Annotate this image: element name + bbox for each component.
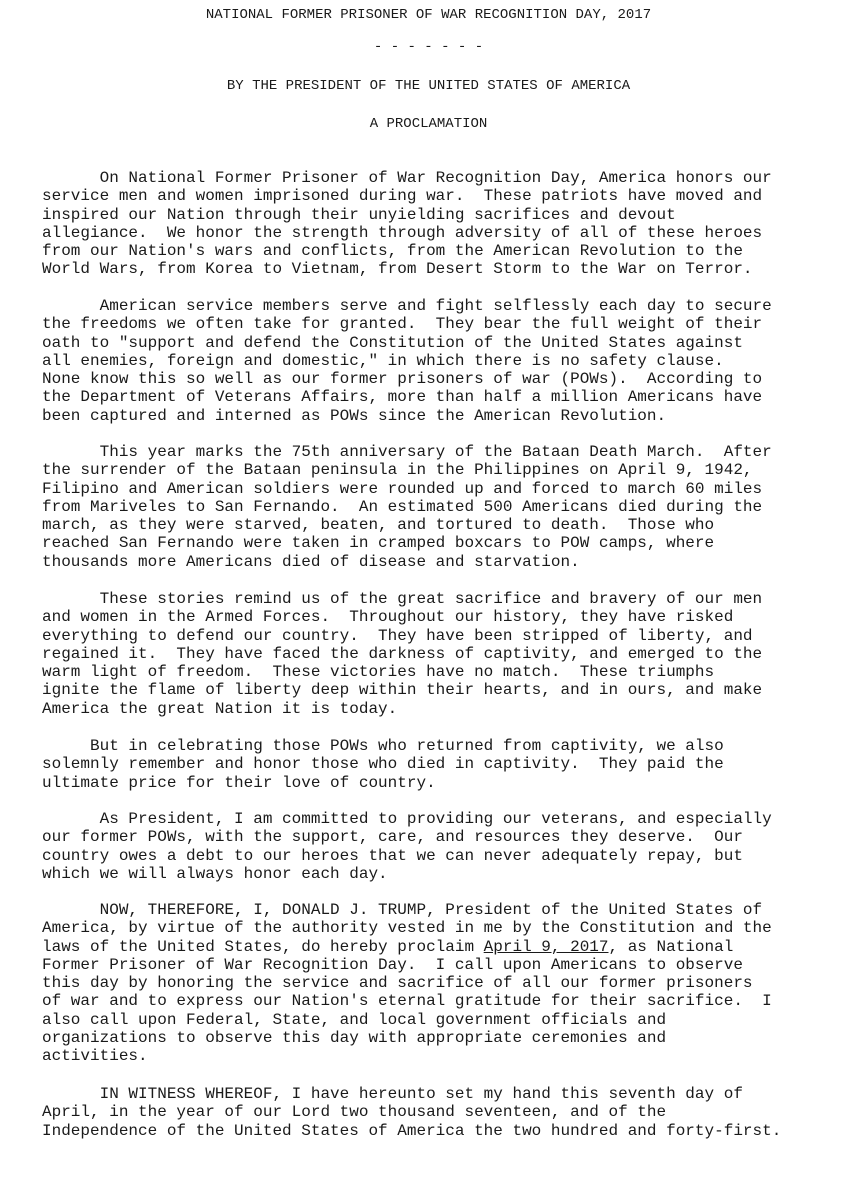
- paragraph-3: [42, 443, 832, 571]
- paragraph-line: also call upon Federal, State, and local government officials and: [42, 1010, 667, 1029]
- paragraph-line: inspired our Nation through their unyielding sacrifices and devout: [42, 205, 676, 224]
- paragraph-line: These stories remind us of the great sacrifice and bravery of our men: [42, 590, 763, 608]
- paragraph-line: and women in the Armed Forces. Throughout our history, they have risked: [42, 608, 734, 627]
- proclamation-heading: A PROCLAMATION: [369, 116, 488, 132]
- paragraph-line: World Wars, from Korea to Vietnam, from Desert Storm to the War on Terror.: [42, 260, 753, 279]
- by-the-president-line: BY THE PRESIDENT OF THE UNITED STATES OF AMERICA: [226, 78, 631, 94]
- document-title: NATIONAL FORMER PRISONER OF WAR RECOGNITION DAY, 2017: [205, 7, 652, 23]
- paragraph-line: Independence of the United States of America the two hundred and forty-first.: [42, 1121, 782, 1140]
- paragraph-line: America the great Nation it is today.: [42, 699, 398, 718]
- paragraph-line: the freedoms we often take for granted. They bear the full weight of their: [42, 315, 763, 334]
- title-separator-dashes: - - - - - - -: [373, 39, 484, 55]
- paragraph-line: allegiance. We honor the strength through adversity of all of these heroes: [42, 223, 763, 242]
- paragraph-line: Filipino and American soldiers were rounded up and forced to march 60 miles: [42, 479, 763, 498]
- paragraph-line: all enemies, foreign and domestic," in which there is no safety clause.: [42, 351, 724, 370]
- paragraph-line: Former Prisoner of War Recognition Day. I call upon Americans to observe: [42, 955, 743, 974]
- paragraph-8-witness: [42, 1085, 832, 1140]
- paragraph-line: On National Former Prisoner of War Recognition Day, America honors our: [42, 169, 772, 187]
- proclaimed-date: April 9, 2017: [483, 937, 609, 956]
- paragraph-line: the Department of Veterans Affairs, more than half a million Americans have: [42, 388, 763, 407]
- paragraph-4: [42, 590, 832, 718]
- paragraph-line: regained it. They have faced the darkness of captivity, and emerged to the: [42, 644, 763, 663]
- paragraph-line: our former POWs, with the support, care, and resources they deserve. Our: [42, 828, 743, 847]
- paragraph-line: reached San Fernando were taken in cramped boxcars to POW camps, where: [42, 534, 715, 553]
- paragraph-line: None know this so well as our former prisoners of war (POWs). According to: [42, 370, 763, 389]
- paragraph-line: from Mariveles to San Fernando. An estimated 500 Americans died during the: [42, 497, 763, 516]
- paragraph-line: warm light of freedom. These victories have no match. These triumphs: [42, 663, 715, 682]
- paragraph-line: from our Nation's wars and conflicts, from the American Revolution to the: [42, 242, 743, 261]
- paragraph-line: this day by honoring the service and sacrifice of all our former prisoners: [42, 974, 753, 993]
- paragraph-line: been captured and interned as POWs since the American Revolution.: [42, 406, 667, 425]
- paragraph-line: service men and women imprisoned during war. These patriots have moved and: [42, 187, 763, 206]
- paragraph-2: [42, 297, 832, 425]
- paragraph-7-proclamation: [42, 901, 832, 1066]
- paragraph-line: the surrender of the Bataan peninsula in the Philippines on April 9, 1942,: [42, 461, 753, 480]
- proclaim-suffix: , as National: [608, 937, 734, 956]
- paragraph-line: activities.: [42, 1047, 148, 1066]
- paragraph-line: of war and to express our Nation's eternal gratitude for their sacrifice. I: [42, 992, 772, 1011]
- paragraph-5: [42, 737, 832, 792]
- paragraph-line: IN WITNESS WHEREOF, I have hereunto set my hand this seventh day of: [42, 1085, 743, 1103]
- paragraph-line: America, by virtue of the authority vested in me by the Constitution and the: [42, 919, 772, 938]
- paragraph-line: But in celebrating those POWs who returned from captivity, we also: [42, 737, 724, 755]
- paragraph-line: everything to defend our country. They have been stripped of liberty, and: [42, 626, 753, 645]
- paragraph-line: thousands more Americans died of disease and starvation.: [42, 552, 580, 571]
- paragraph-line: April, in the year of our Lord two thousand seventeen, and of the: [42, 1103, 667, 1122]
- paragraph-line: organizations to observe this day with appropriate ceremonies and: [42, 1029, 667, 1048]
- paragraph-line: NOW, THEREFORE, I, DONALD J. TRUMP, President of the United States of: [42, 901, 763, 919]
- paragraph-line: oath to "support and defend the Constitution of the United States against: [42, 333, 743, 352]
- paragraph-line: This year marks the 75th anniversary of the Bataan Death March. After: [42, 443, 772, 461]
- paragraph-line: march, as they were starved, beaten, and tortured to death. Those who: [42, 516, 715, 535]
- paragraph-line: ultimate price for their love of country.: [42, 773, 436, 792]
- proclaim-text: laws of the United States, do hereby proclaim: [42, 937, 484, 956]
- paragraph-line: As President, I am committed to providing our veterans, and especially: [42, 810, 772, 828]
- paragraph-line: which we will always honor each day.: [42, 864, 388, 883]
- paragraph-line: solemnly remember and honor those who died in captivity. They paid the: [42, 755, 724, 774]
- paragraph-1: [42, 169, 832, 279]
- paragraph-line: American service members serve and fight selflessly each day to secure: [42, 297, 772, 315]
- paragraph-line: ignite the flame of liberty deep within their hearts, and in ours, and make: [42, 681, 763, 700]
- paragraph-line-with-date: [42, 938, 832, 956]
- paragraph-line: country owes a debt to our heroes that we can never adequately repay, but: [42, 846, 743, 865]
- paragraph-6: [42, 810, 832, 883]
